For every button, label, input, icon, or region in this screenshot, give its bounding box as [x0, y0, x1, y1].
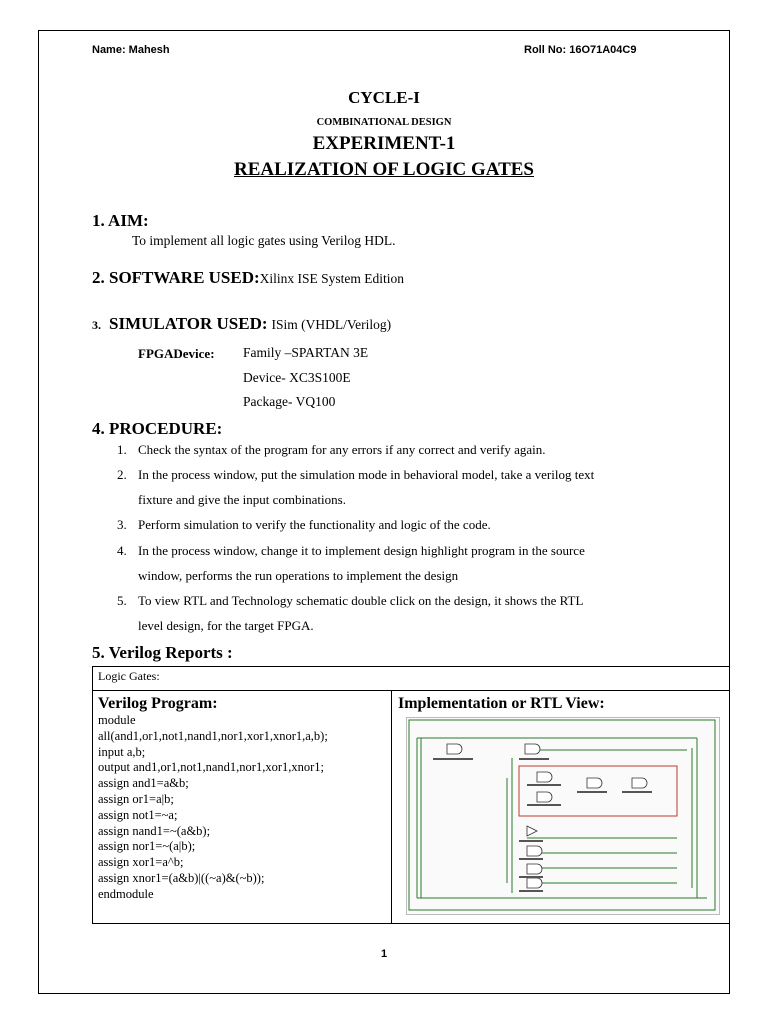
experiment-title: EXPERIMENT-1	[312, 133, 456, 154]
program-title: Verilog Program:	[98, 695, 218, 712]
fpga-family: Family –SPARTAN 3E	[243, 345, 369, 360]
step-number: 4.	[117, 543, 127, 558]
code-line: assign xor1=a^b;	[98, 855, 184, 870]
page-title: REALIZATION OF LOGIC GATES	[233, 159, 534, 180]
student-name: Name: Mahesh	[92, 44, 170, 56]
verilog-program-cell	[93, 691, 392, 923]
rtl-view-cell	[392, 691, 729, 923]
step-text: fixture and give the input combinations.	[138, 492, 346, 507]
code-line: output and1,or1,not1,nand1,nor1,xor1,xnor1;	[98, 760, 325, 775]
simulator-row	[92, 314, 391, 334]
simulator-heading: SIMULATOR USED:	[109, 314, 268, 333]
code-line: assign nand1=~(a&b);	[98, 823, 211, 838]
code-line: input a,b;	[98, 744, 146, 759]
software-row	[92, 268, 404, 288]
step-text: Check the syntax of the program for any errors if any correct and verify again.	[138, 442, 546, 457]
code-line: assign and1=a&b;	[98, 776, 189, 791]
step-number: 3.	[117, 517, 127, 532]
code-line: assign not1=~a;	[98, 807, 178, 822]
code-line: assign xnor1=(a&b)|((~a)&(~b));	[98, 870, 265, 885]
rtl-schematic-diagram	[407, 718, 719, 914]
step-text: Perform simulation to verify the functionality and logic of the code.	[138, 517, 491, 532]
page-number: 1	[380, 948, 388, 960]
fpga-device: Device- XC3S100E	[243, 370, 351, 385]
roll-number: Roll No: 16O71A04C9	[524, 44, 637, 56]
software-heading: 2. SOFTWARE USED:	[92, 268, 260, 287]
code-line: assign nor1=~(a|b);	[98, 839, 196, 854]
step-text: In the process window, put the simulation mode in behavioral model, take a verilog text	[138, 467, 595, 482]
rtl-schematic	[406, 717, 720, 915]
step-text: To view RTL and Technology schematic double click on the design, it shows the RTL	[138, 593, 584, 608]
step-number: 2.	[117, 467, 127, 482]
code-line: all(and1,or1,not1,nand1,nor1,xor1,xnor1,a,b);	[98, 728, 328, 743]
step-number: 5.	[117, 593, 127, 608]
procedure-heading: 4. PROCEDURE:	[92, 419, 223, 438]
fpga-label: FPGADevice:	[138, 346, 215, 361]
simulator-num: 3.	[92, 318, 101, 332]
step-text: In the process window, change it to implement design highlight program in the source	[138, 543, 585, 558]
cycle-title: CYCLE-I	[348, 88, 420, 107]
reports-heading: 5. Verilog Reports :	[92, 643, 233, 662]
fpga-package: Package- VQ100	[243, 394, 336, 409]
table-title: Logic Gates:	[93, 667, 729, 691]
software-value: Xilinx ISE System Edition	[259, 271, 405, 286]
rtl-title: Implementation or RTL View:	[398, 695, 605, 712]
design-subtitle: COMBINATIONAL DESIGN	[316, 117, 452, 128]
aim-text: To implement all logic gates using Verilog HDL.	[132, 233, 396, 248]
step-number: 1.	[117, 442, 127, 457]
step-text: window, performs the run operations to implement the design	[138, 568, 459, 583]
verilog-report-table	[92, 666, 730, 924]
aim-heading: 1. AIM:	[92, 211, 149, 230]
simulator-value: ISim (VHDL/Verilog)	[271, 317, 392, 332]
code-line: assign or1=a|b;	[98, 791, 174, 806]
step-text: level design, for the target FPGA.	[138, 618, 314, 633]
code-line: module	[98, 713, 136, 727]
code-line: endmodule	[98, 886, 154, 901]
